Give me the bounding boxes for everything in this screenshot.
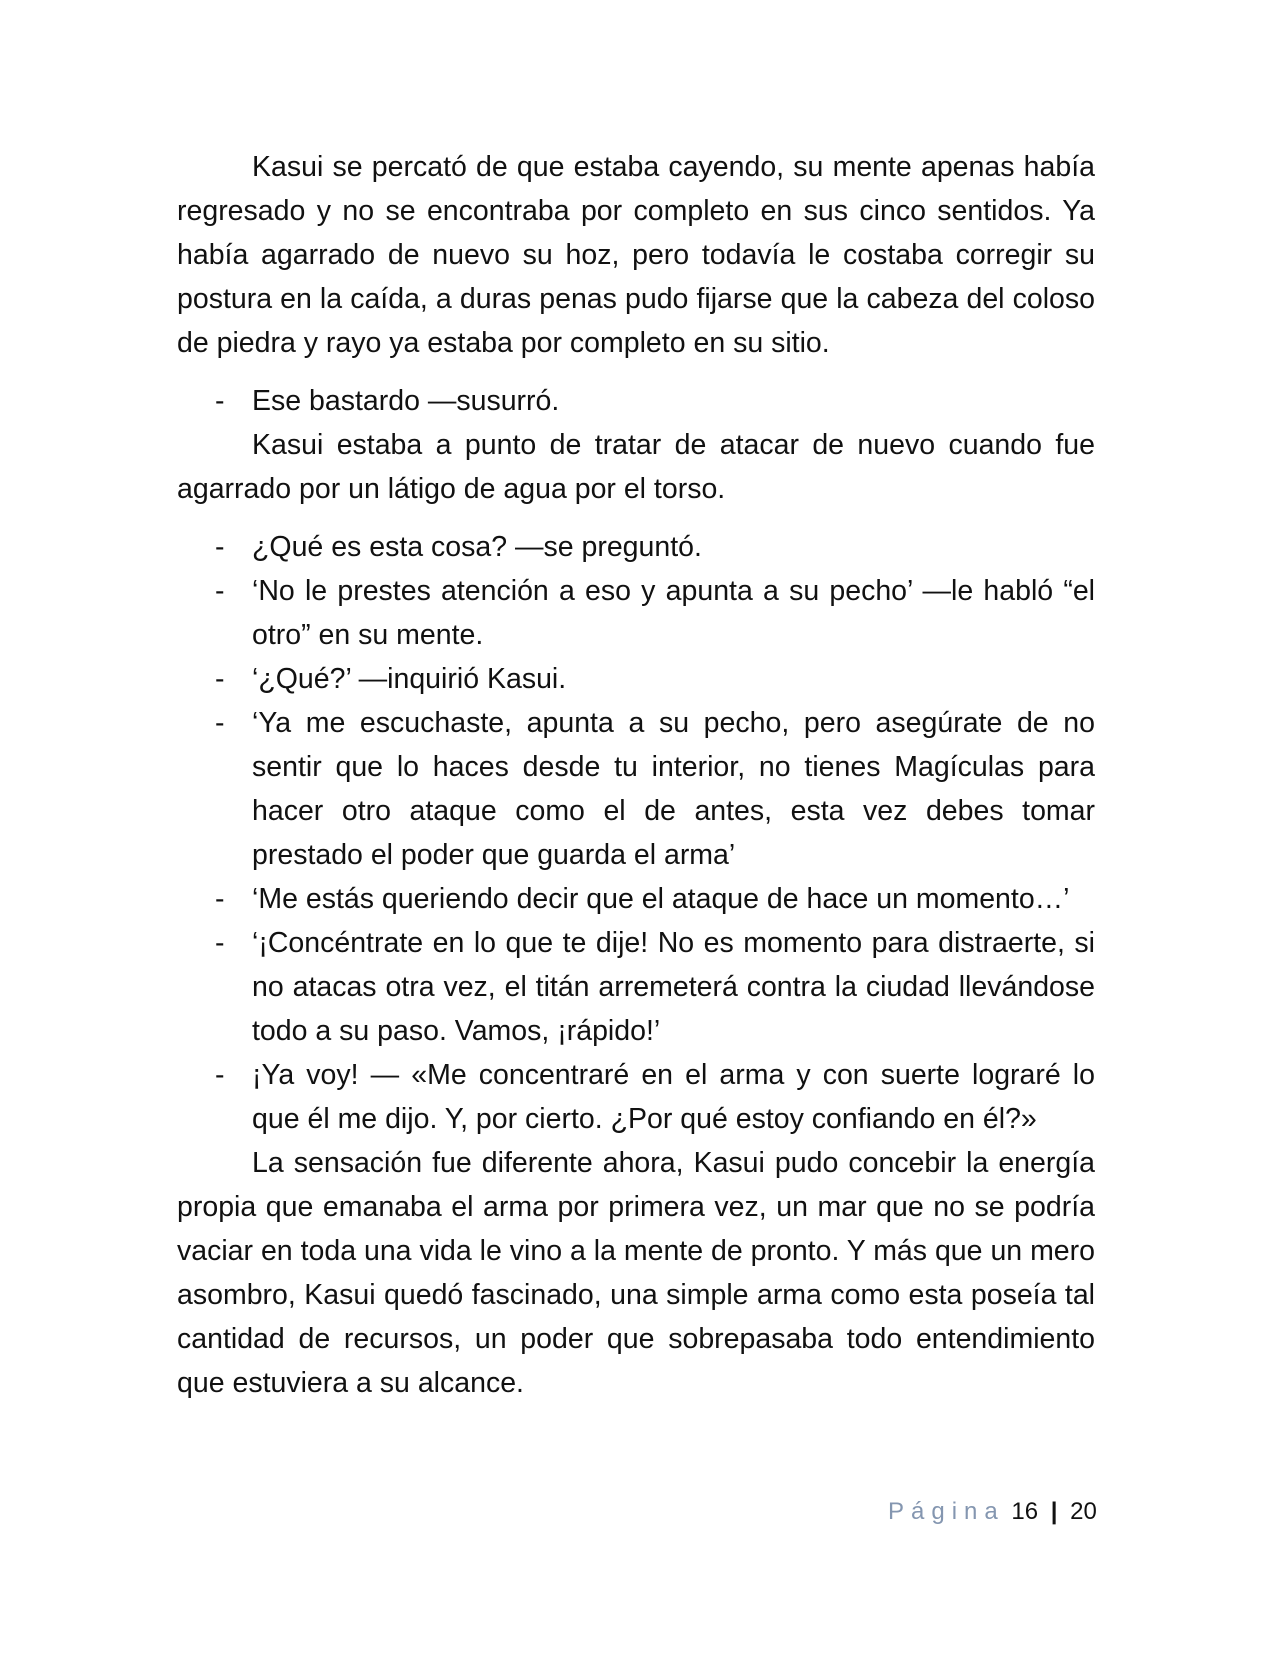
dialogue-text: ¿Qué es esta cosa? —se preguntó.	[252, 531, 702, 563]
dialogue-line	[177, 569, 1095, 657]
dialogue-line	[177, 657, 1095, 701]
dialogue-line	[177, 379, 1095, 423]
dialogue-list	[177, 379, 1095, 423]
dash-bullet: -	[215, 927, 225, 959]
dialogue-line	[177, 877, 1095, 921]
dialogue-text: ‘Ya me escuchaste, apunta a su pecho, pero asegúrate de no sentir que lo haces desde tu interior, no tienes Magículas para hacer otro ataque como el de antes, esta vez debes tomar prestado el poder que guarda el arma’	[252, 707, 1095, 871]
page-label: Página	[888, 1498, 1005, 1525]
dash-bullet: -	[215, 883, 225, 915]
dialogue-text: ¡Ya voy! — «Me concentraré en el arma y con suerte lograré lo que él me dijo. Y, por cierto. ¿Por qué estoy confiando en él?»	[252, 1059, 1095, 1135]
dialogue-text: ‘¿Qué?’ —inquirió Kasui.	[252, 663, 567, 695]
dialogue-list	[177, 525, 1095, 1141]
dash-bullet: -	[215, 385, 225, 417]
document-page	[177, 145, 1095, 1405]
page-separator: |	[1050, 1498, 1058, 1525]
dash-bullet: -	[215, 575, 225, 607]
dialogue-line	[177, 1053, 1095, 1141]
total-pages: 20	[1070, 1498, 1097, 1525]
dialogue-text: ‘No le prestes atención a eso y apunta a su pecho’ —le habló “el otro” en su mente.	[252, 575, 1095, 651]
dash-bullet: -	[215, 531, 225, 563]
dash-bullet: -	[215, 707, 225, 739]
paragraph: Kasui estaba a punto de tratar de atacar de nuevo cuando fue agarrado por un látigo de agua por el torso.	[177, 429, 1095, 505]
dialogue-text: Ese bastardo —susurró.	[252, 385, 560, 417]
dialogue-text: ‘¡Concéntrate en lo que te dije! No es momento para distraerte, si no atacas otra vez, el titán arremeterá contra la ciudad llevándose todo a su paso. Vamos, ¡rápido!’	[252, 927, 1095, 1047]
page-number: 16	[1011, 1498, 1039, 1525]
dialogue-line	[177, 525, 1095, 569]
dialogue-line	[177, 921, 1095, 1053]
dash-bullet: -	[215, 1059, 225, 1091]
dialogue-line	[177, 701, 1095, 877]
paragraph: Kasui se percató de que estaba cayendo, su mente apenas había regresado y no se encontraba por completo en sus cinco sentidos. Ya había agarrado de nuevo su hoz, pero todavía le costaba corregir su postura en la caída, a duras penas pudo fijarse que la cabeza del coloso de piedra y rayo ya estaba por completo en su sitio.	[177, 151, 1095, 359]
page-footer	[888, 1496, 1097, 1528]
paragraph: La sensación fue diferente ahora, Kasui pudo concebir la energía propia que emanaba el arma por primera vez, un mar que no se podría vaciar en toda una vida le vino a la mente de pronto. Y más que un mero asombro, Kasui quedó fascinado, una simple arma como esta poseía tal cantidad de recursos, un poder que sobrepasaba todo entendimiento que estuviera a su alcance.	[177, 1147, 1095, 1399]
dialogue-text: ‘Me estás queriendo decir que el ataque de hace un momento…’	[252, 883, 1070, 915]
dash-bullet: -	[215, 663, 225, 695]
